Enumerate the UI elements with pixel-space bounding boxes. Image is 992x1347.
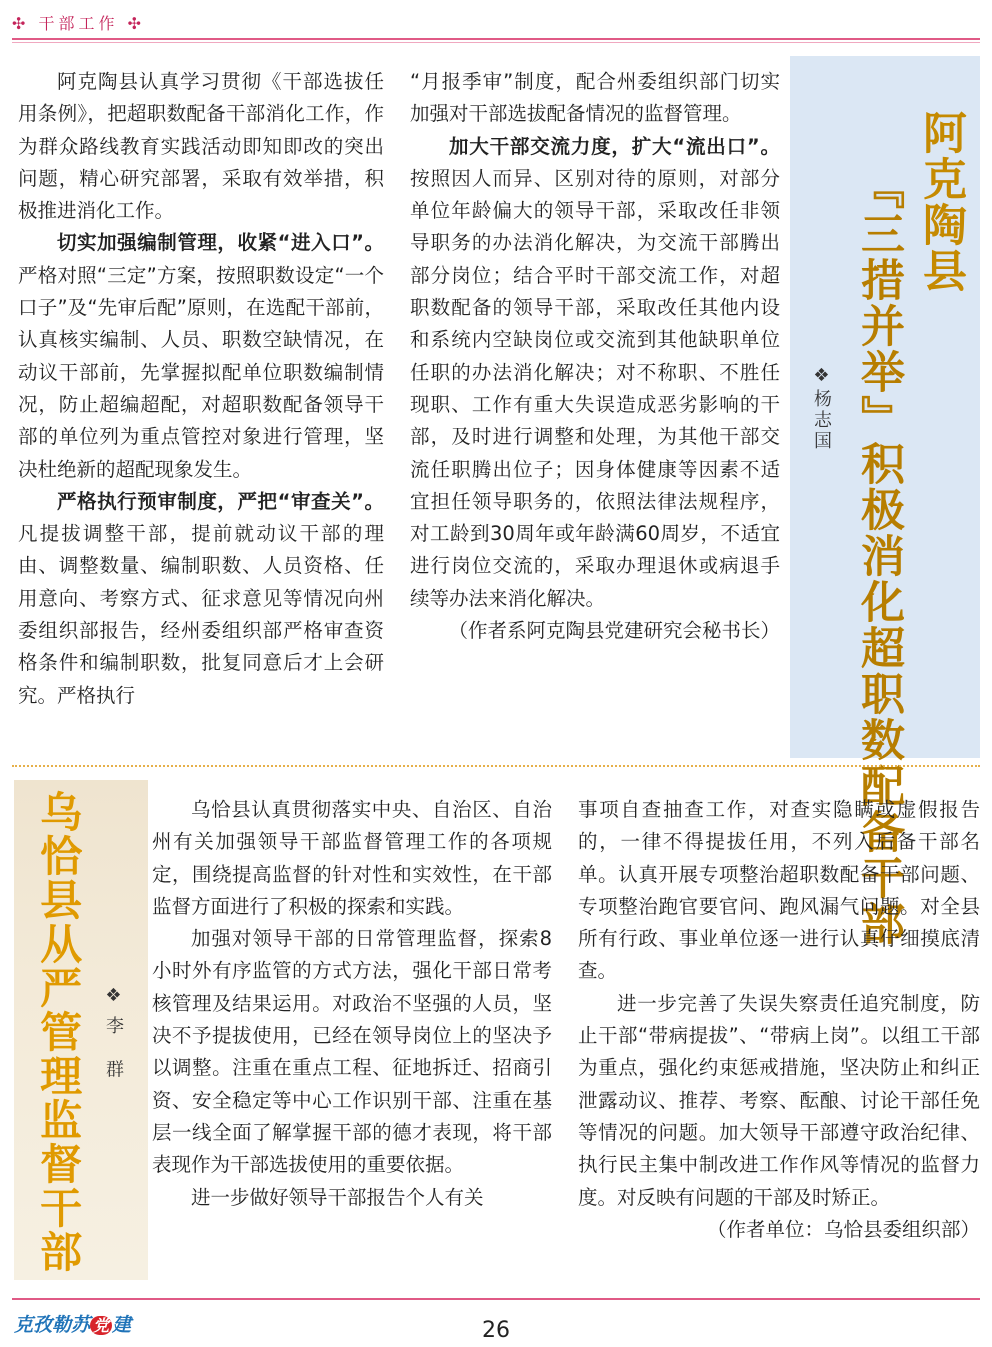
article1-column1	[18, 66, 384, 712]
paragraph: “月报季审”制度，配合州委组织部门切实加强对干部选拔配备情况的监督管理。	[410, 70, 780, 126]
section-label: ✣ 干部工作 ✣	[12, 13, 145, 33]
paragraph: 阿克陶县认真学习贯彻《干部选拔任用条例》，把超职数配备干部消化工作，作为群众路线教育实践活动即知即改的突出问题，精心研究部署，采取有效举措，积极推进消化工作。	[18, 70, 384, 223]
paragraph-body: 凡提拔调整干部，提前就动议干部的理由、调整数量、编制职数、人员资格、任用意向、考察方式、征求意见等情况向州委组织部报告，经州委组织部严格审查资格条件和编制职数，批复同意后才上会研究。严格执行	[18, 522, 384, 707]
article1-column2	[410, 66, 780, 647]
header-rule	[12, 38, 980, 40]
page-number: 26	[482, 1318, 510, 1343]
article2-column1	[152, 794, 552, 1214]
article1-byline: （作者系阿克陶县党建研究会秘书长）	[448, 619, 780, 643]
article2-title: 乌恰县从严管理监督干部	[34, 790, 84, 1274]
article1-author: ❖杨志国	[811, 365, 832, 452]
header-rule-thin	[12, 42, 980, 43]
paragraph-body: 严格对照“三定”方案，按照职数设定“一个口子”及“先审后配”原则，在选配干部前，认真核实编制、人员、职数空缺情况，在动议干部前，先掌握拟配单位职数编制情况，防止超编超配，对超职数配备领导干部的单位列为重点管控对象进行管理，坚决杜绝新的超配现象发生。	[18, 263, 384, 481]
logo-text: 克孜勒苏	[14, 1314, 91, 1336]
paragraph: 进一步完善了失误失察责任追究制度，防止干部“带病提拔”、“带病上岗”。以组工干部为重点，强化约束惩戒措施，坚决防止和纠正泄露动议、推荐、考察、酝酿、讨论干部任免等情况的问题。加大领导干部遵守政治纪律、执行民主集中制改进工作作风等情况的监督力度。对反映有问题的干部及时矫正。	[578, 991, 980, 1209]
paragraph: 加强对领导干部的日常管理监督，探索8小时外有序监管的方式方法，强化干部日常考核管理及结果运用。对政治不坚强的人员，坚决不予提拔使用，已经在领导岗位上的坚决予以调整。注重在重点工程、征地拆迁、招商引资、安全稳定等中心工作识别干部、注重在基层一线全面了解掌握干部的德才表现，将干部表现作为干部选拔使用的重要依据。	[152, 927, 552, 1177]
article2-column2	[578, 794, 980, 1246]
logo-badge: 党	[90, 1316, 112, 1335]
paragraph	[18, 227, 384, 485]
paragraph: 乌恰县认真贯彻落实中央、自治区、自治州有关加强领导干部监督管理工作的各项规定，围绕提高监督的针对性和实效性，在干部监督方面进行了积极的探索和实践。	[152, 798, 552, 918]
paragraph-lead: 严格执行预审制度，严把“审查关”。	[57, 489, 384, 513]
article2-author: ❖李 群	[103, 985, 124, 1088]
logo-text-end: 建	[112, 1314, 132, 1336]
paragraph: 事项自查抽查工作，对查实隐瞒或虚假报告的，一律不得提拔任用，不列入后备干部名单。认真开展专项整治超职数配备干部问题、专项整治跑官要官问、跑风漏气问题。对全县所有行政、事业单位逐一进行认真仔细摸底清查。	[578, 798, 980, 983]
paragraph-body: 按照因人而异、区别对待的原则，对部分单位年龄偏大的领导干部，采取改任非领导职务的办法消化解决，为交流干部腾出部分岗位；结合平时干部交流工作，对超职数配备的领导干部，采取改任其他内设和系统内空缺岗位或交流到其他缺职单位任职的办法消化解决；对不称职、不胜任现职、工作有重大失误造成恶劣影响的干部，及时进行调整和处理，为其他干部交流任职腾出位子；因身体健康等因素不适宜担任领导职务的，依照法律法规程序，对工龄到30周年或年龄满60周岁，不适宜进行岗位交流的，采取办理退休或病退手续等办法来消化解决。	[410, 166, 780, 610]
article1-title-line2: 『三措并举』积极消化超职数配备干部	[853, 165, 904, 947]
section-header	[12, 8, 145, 36]
article1-title-line1: 阿克陶县	[915, 110, 966, 294]
footer-rule	[12, 1298, 980, 1300]
paragraph-lead: 加大干部交流力度，扩大“流出口”。	[449, 134, 780, 158]
paragraph	[410, 131, 780, 615]
paragraph: 进一步做好领导干部报告个人有关	[191, 1185, 484, 1209]
paragraph	[18, 486, 384, 712]
article2-byline: （作者单位：乌恰县委组织部）	[706, 1217, 980, 1241]
article-divider	[12, 765, 980, 767]
paragraph-lead: 切实加强编制管理，收紧“进入口”。	[57, 231, 384, 255]
